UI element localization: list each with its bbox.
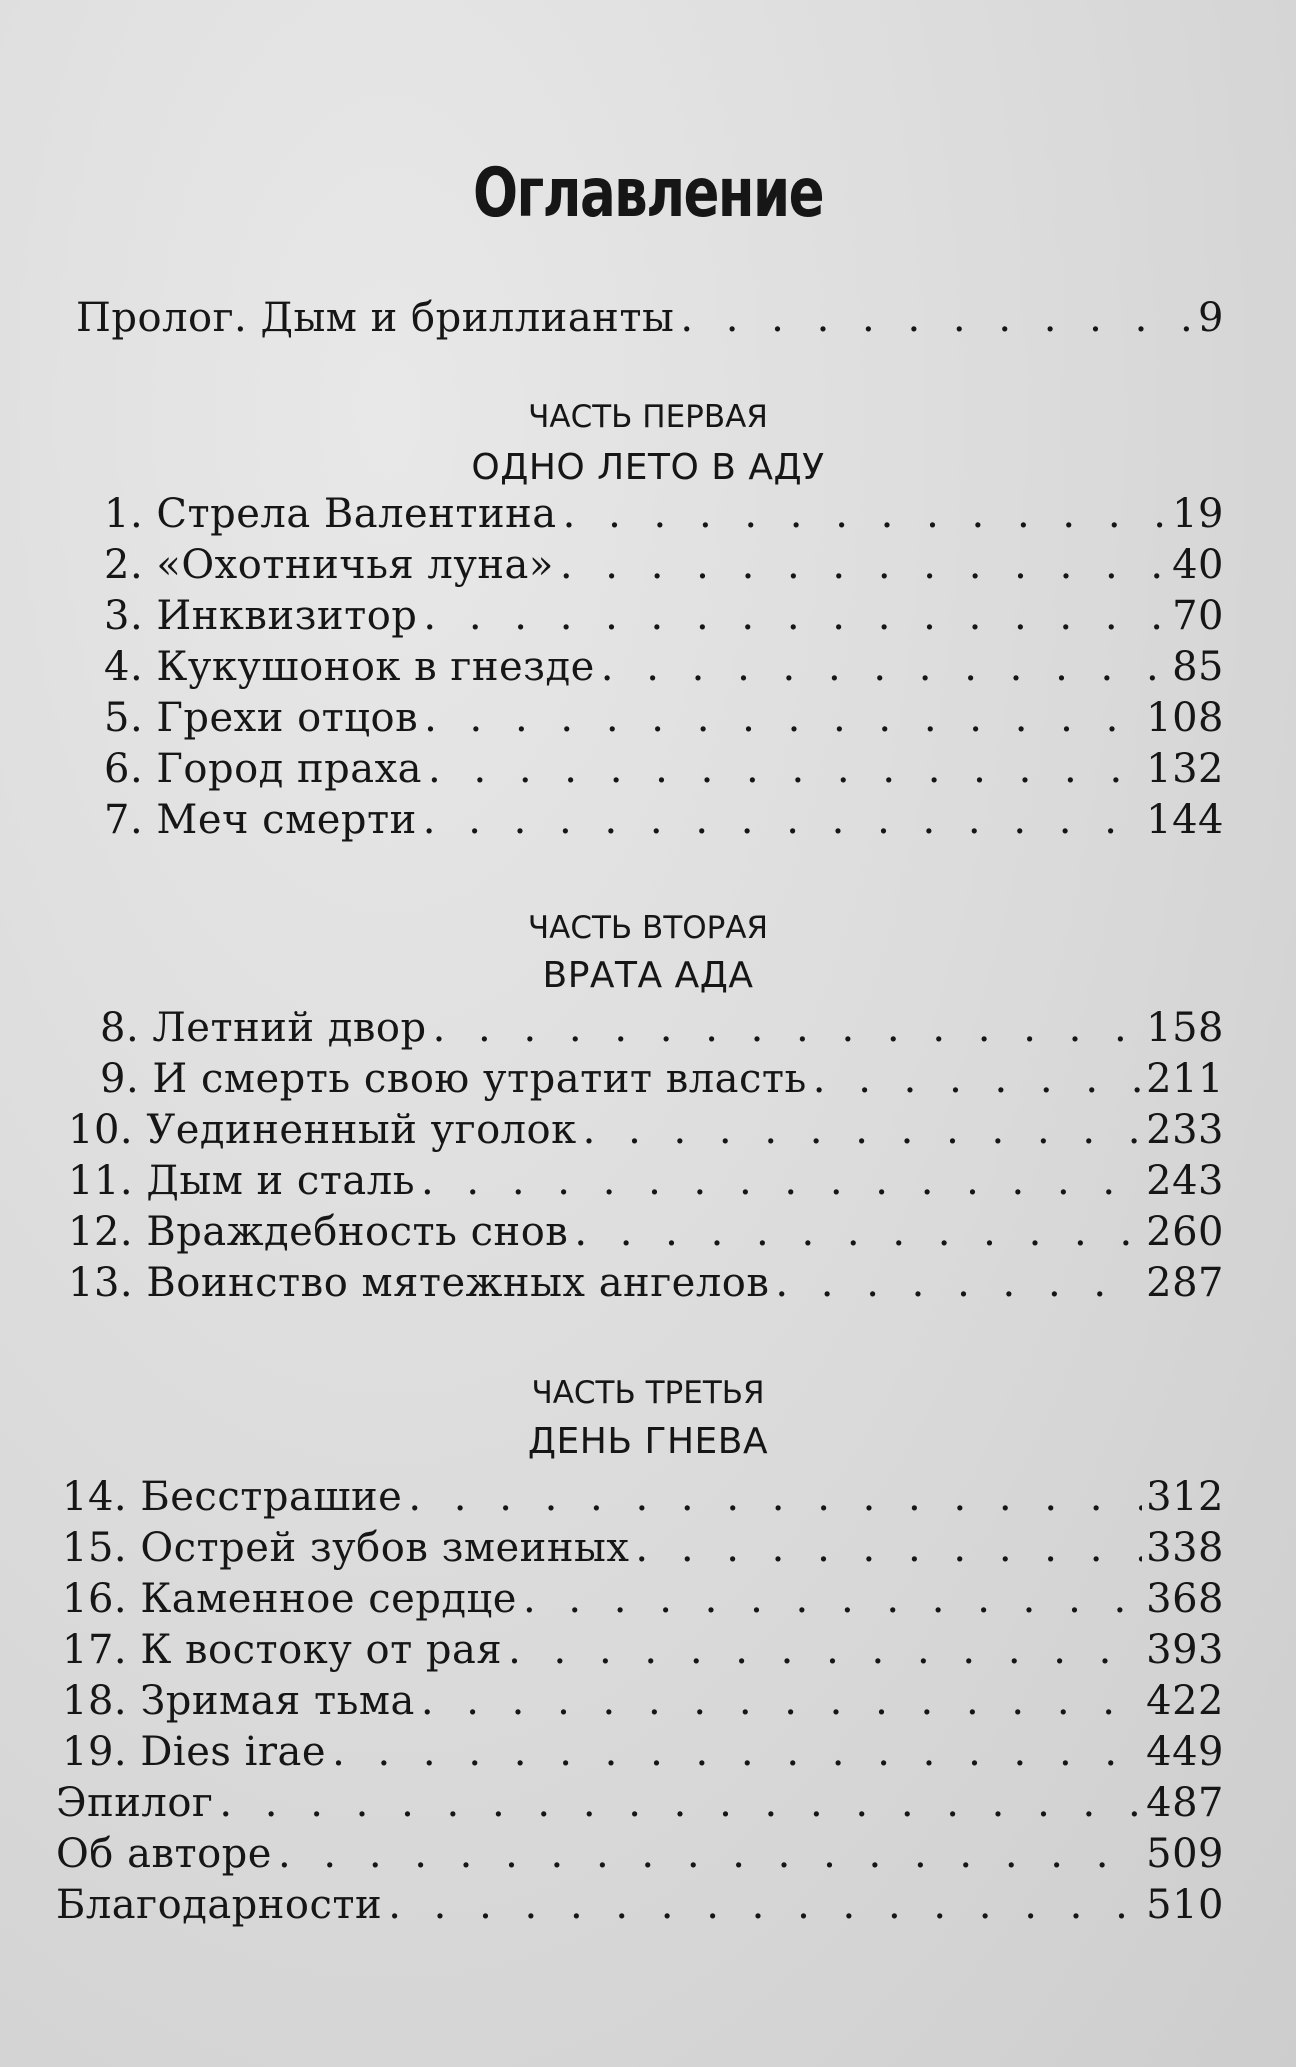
dot-leader xyxy=(563,494,1168,534)
entry-title: Инквизитор xyxy=(156,593,418,639)
entry-title: Пролог. Дым и бриллианты xyxy=(76,295,675,341)
page-title: Оглавление xyxy=(472,154,824,233)
dot-leader xyxy=(574,1212,1142,1252)
dot-leader xyxy=(424,698,1142,738)
entry-page: 509 xyxy=(1146,1831,1224,1877)
dot-leader xyxy=(433,1008,1143,1048)
part-3-title: ДЕНЬ ГНЕВА xyxy=(527,1421,769,1462)
toc-entry xyxy=(104,593,1224,639)
dot-leader xyxy=(421,1681,1142,1721)
part-1-label: ЧАСТЬ ПЕРВАЯ xyxy=(528,399,768,435)
dot-leader xyxy=(508,1630,1142,1670)
entry-page: 108 xyxy=(1146,695,1224,741)
entry-page: 70 xyxy=(1172,593,1224,639)
entry-title: Dies irae xyxy=(140,1729,327,1775)
entry-page: 211 xyxy=(1146,1056,1224,1102)
toc-entry xyxy=(68,1260,1224,1306)
toc-entry xyxy=(104,491,1224,537)
toc-entry xyxy=(62,1729,1224,1775)
toc-entry xyxy=(104,746,1224,792)
dot-leader xyxy=(219,1783,1142,1823)
toc-entry xyxy=(68,1158,1224,1204)
dot-leader xyxy=(408,1477,1142,1517)
entry-title: Летний двор xyxy=(152,1005,427,1051)
entry-page: 338 xyxy=(1146,1525,1224,1571)
entry-page: 260 xyxy=(1146,1209,1224,1255)
entry-page: 85 xyxy=(1172,644,1224,690)
entry-page: 132 xyxy=(1146,746,1224,792)
toc-entry xyxy=(104,644,1224,690)
dot-leader xyxy=(423,596,1168,636)
toc-entry xyxy=(104,542,1224,588)
entry-number: 4. xyxy=(104,644,144,690)
dot-leader xyxy=(278,1834,1142,1874)
entry-page: 243 xyxy=(1146,1158,1224,1204)
dot-leader xyxy=(560,545,1168,585)
dot-leader xyxy=(583,1110,1143,1150)
toc-entry xyxy=(62,1474,1224,1520)
part-1-title: ОДНО ЛЕТО В АДУ xyxy=(471,447,825,488)
dot-leader xyxy=(388,1885,1142,1925)
entry-number: 7. xyxy=(104,797,144,843)
entry-number: 5. xyxy=(104,695,144,741)
entry-page: 487 xyxy=(1146,1780,1224,1826)
toc-entry-prologue xyxy=(76,295,1224,341)
entry-page: 312 xyxy=(1146,1474,1224,1520)
dot-leader xyxy=(332,1732,1142,1772)
entry-number: 10. xyxy=(68,1107,134,1153)
dot-leader xyxy=(680,298,1194,338)
entry-title: Город праха xyxy=(156,746,423,792)
toc-entry xyxy=(62,1678,1224,1724)
entry-number: 15. xyxy=(62,1525,128,1571)
toc-entry-epilogue xyxy=(56,1780,1224,1826)
entry-title: Острей зубов змеиных xyxy=(140,1525,630,1571)
entry-title: Уединенный уголок xyxy=(146,1107,577,1153)
entry-page: 19 xyxy=(1172,491,1224,537)
entry-number: 14. xyxy=(62,1474,128,1520)
entry-title: И смерть свою утратит власть xyxy=(152,1056,807,1102)
entry-title: Зримая тьма xyxy=(140,1678,415,1724)
entry-title: Кукушонок в гнезде xyxy=(156,644,595,690)
entry-page: 158 xyxy=(1146,1005,1224,1051)
toc-entry xyxy=(100,1005,1224,1051)
part-2-title: ВРАТА АДА xyxy=(542,955,754,996)
entry-title: Грехи отцов xyxy=(156,695,419,741)
entry-page: 287 xyxy=(1146,1260,1224,1306)
entry-title: К востоку от рая xyxy=(140,1627,503,1673)
entry-number: 9. xyxy=(100,1056,140,1102)
entry-title: Воинство мятежных ангелов xyxy=(146,1260,770,1306)
entry-title: Благодарности xyxy=(56,1882,383,1928)
entry-number: 1. xyxy=(104,491,144,537)
dot-leader xyxy=(775,1263,1142,1303)
toc-entry xyxy=(104,695,1224,741)
entry-page: 368 xyxy=(1146,1576,1224,1622)
entry-title: Бесстрашие xyxy=(140,1474,403,1520)
entry-page: 144 xyxy=(1146,797,1224,843)
entry-page: 393 xyxy=(1146,1627,1224,1673)
entry-page: 422 xyxy=(1146,1678,1224,1724)
entry-number: 2. xyxy=(104,542,144,588)
entry-title: Эпилог xyxy=(56,1780,214,1826)
entry-title: «Охотничья луна» xyxy=(156,542,554,588)
dot-leader xyxy=(421,1161,1142,1201)
toc-entry xyxy=(62,1525,1224,1571)
entry-number: 12. xyxy=(68,1209,134,1255)
part-2-label: ЧАСТЬ ВТОРАЯ xyxy=(527,910,769,946)
entry-title: Об авторе xyxy=(56,1831,272,1877)
dot-leader xyxy=(523,1579,1142,1619)
entry-title: Каменное сердце xyxy=(140,1576,517,1622)
entry-page: 233 xyxy=(1146,1107,1224,1153)
part-3-label: ЧАСТЬ ТРЕТЬЯ xyxy=(531,1375,765,1411)
entry-number: 13. xyxy=(68,1260,134,1306)
entry-page: 449 xyxy=(1146,1729,1224,1775)
entry-page: 9 xyxy=(1198,295,1224,341)
dot-leader xyxy=(428,749,1142,789)
entry-number: 6. xyxy=(104,746,144,792)
toc-entry xyxy=(62,1627,1224,1673)
entry-number: 11. xyxy=(68,1158,134,1204)
toc-entry xyxy=(68,1209,1224,1255)
toc-entry-acknowledgements xyxy=(56,1882,1224,1928)
entry-title: Стрела Валентина xyxy=(156,491,557,537)
entry-title: Дым и сталь xyxy=(146,1158,415,1204)
entry-page: 40 xyxy=(1172,542,1224,588)
entry-number: 8. xyxy=(100,1005,140,1051)
toc-entry xyxy=(104,797,1224,843)
toc-entry xyxy=(62,1576,1224,1622)
entry-page: 510 xyxy=(1146,1882,1224,1928)
dot-leader xyxy=(601,647,1168,687)
toc-entry xyxy=(100,1056,1224,1102)
entry-title: Меч смерти xyxy=(156,797,417,843)
toc-entry xyxy=(68,1107,1224,1153)
entry-title: Враждебность снов xyxy=(146,1209,569,1255)
dot-leader xyxy=(423,800,1142,840)
entry-number: 3. xyxy=(104,593,144,639)
dot-leader xyxy=(813,1059,1142,1099)
entry-number: 18. xyxy=(62,1678,128,1724)
toc-entry-about-author xyxy=(56,1831,1224,1877)
entry-number: 19. xyxy=(62,1729,128,1775)
entry-number: 16. xyxy=(62,1576,128,1622)
entry-number: 17. xyxy=(62,1627,128,1673)
dot-leader xyxy=(635,1528,1142,1568)
